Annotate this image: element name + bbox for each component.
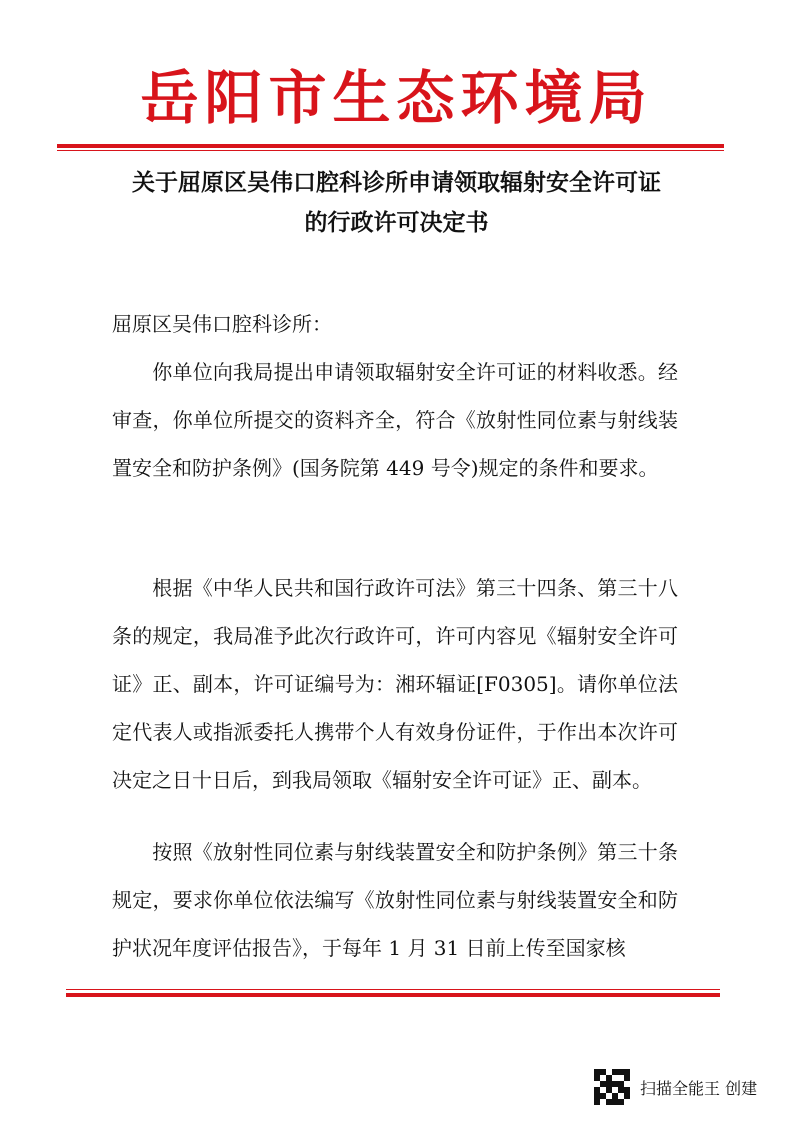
paragraph-3 (112, 828, 678, 972)
document-title-line-1: 关于屈原区吴伟口腔科诊所申请领取辐射安全许可证 (132, 170, 661, 196)
letterhead-title: 岳阳市生态环境局 (140, 64, 653, 132)
paragraph-1-text: 你单位向我局提出申请领取辐射安全许可证的材料收悉。经审查，你单位所提交的资料齐全，符合《放射性同位素与射线装置安全和防护条例》(国务院第 449 号令)规定的条件和要求。 (112, 360, 678, 480)
header-rule-thick (57, 144, 724, 148)
footer-rule-thin (66, 989, 720, 990)
addressee: 屈原区吴伟口腔科诊所： (112, 312, 332, 336)
document-title-line-2: 的行政许可决定书 (304, 210, 489, 236)
qr-code-icon (594, 1069, 630, 1105)
scanner-label: 扫描全能王 创建 (640, 1078, 758, 1098)
paragraph-2-text: 根据《中华人民共和国行政许可法》第三十四条、第三十八条的规定，我局准予此次行政许可，许可内容见《辐射安全许可证》正、副本，许可证编号为：湘环辐证[F0305]。请你单位法定代表人或指派委托人携带个人有效身份证件，于作出本次许可决定之日十日后，到我局领取《辐射安全许可证》正、副本。 (112, 576, 678, 792)
footer-rule-thick (66, 993, 720, 997)
header-rule-thin (57, 150, 724, 151)
paragraph-2 (112, 564, 678, 804)
paragraph-3-text: 按照《放射性同位素与射线装置安全和防护条例》第三十条规定，要求你单位依法编写《放射性同位素与射线装置安全和防护状况年度评估报告》，于每年 1 月 31 日前上传至国家核 (112, 840, 678, 960)
scanner-watermark (594, 1068, 774, 1106)
paragraph-1 (112, 348, 678, 492)
